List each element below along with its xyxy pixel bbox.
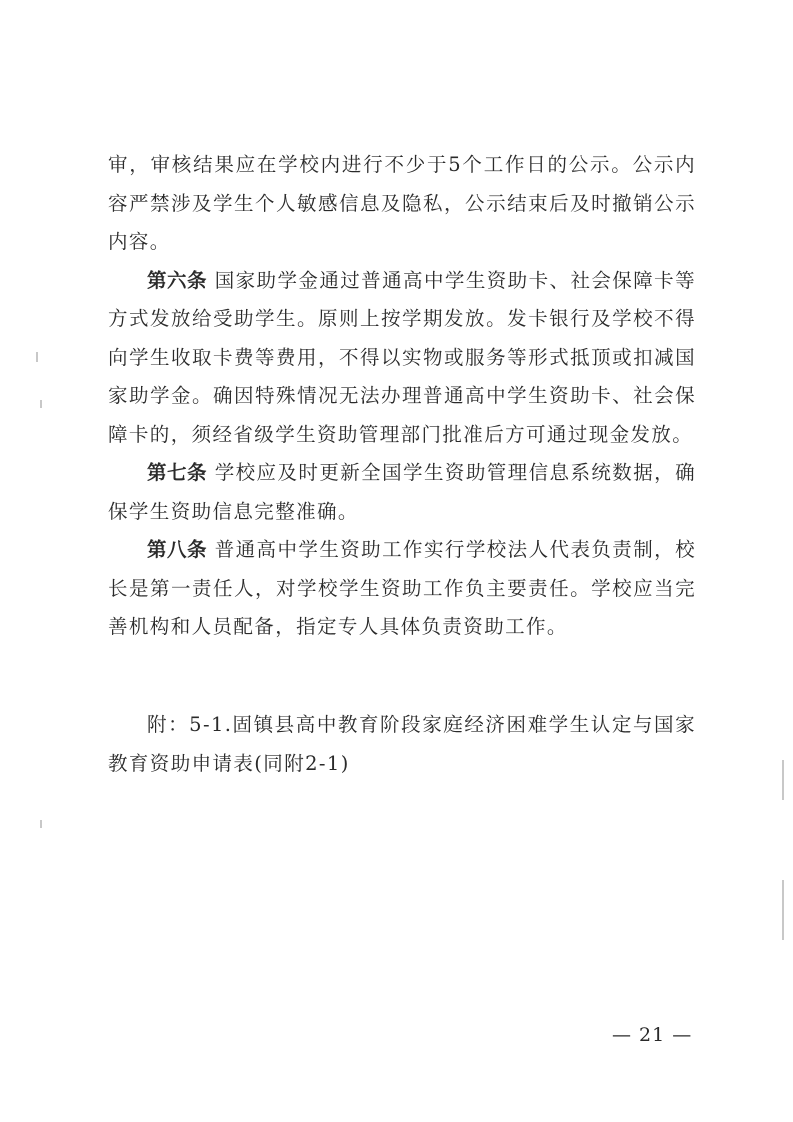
article-6 [108, 262, 696, 455]
scan-artifact [40, 400, 42, 408]
scan-artifact [40, 820, 42, 828]
paragraph-continuation [108, 146, 696, 262]
attachment-text: 附：5-1.固镇县高中教育阶段家庭经济困难学生认定与国家教育资助申请表(同附2-1) [108, 713, 696, 775]
article-label: 第七条 [147, 461, 208, 484]
page-number: — 21 — [612, 1024, 693, 1046]
article-label: 第六条 [147, 268, 208, 292]
article-7 [108, 454, 696, 531]
article-label: 第八条 [147, 538, 208, 561]
article-text: 普通高中学生资助工作实行学校法人代表负责制，校长是第一责任人，对学校学生资助工作负主要责任。学校应当完善机构和人员配备，指定专人具体负责资助工作。 [108, 538, 696, 638]
attachment-note [108, 706, 696, 783]
article-text: 学校应及时更新全国学生资助管理信息系统数据，确保学生资助信息完整准确。 [108, 461, 696, 523]
scan-artifact [36, 352, 38, 362]
scan-artifact [782, 760, 784, 800]
scan-artifact [782, 880, 784, 940]
article-text: 国家助学金通过普通高中学生资助卡、社会保障卡等方式发放给受助学生。原则上按学期发放。发卡银行及学校不得向学生收取卡费等费用，不得以实物或服务等形式抵顶或扣减国家助学金。确因特殊情况无法办理普通高中学生资助卡、社会保障卡的，须经省级学生资助管理部门批准后方可通过现金发放。 [108, 268, 696, 446]
paragraph-text: 审，审核结果应在学校内进行不少于5个工作日的公示。公示内容严禁涉及学生个人敏感信息及隐私，公示结束后及时撤销公示内容。 [108, 153, 696, 253]
document-body [108, 146, 696, 647]
article-8 [108, 531, 696, 647]
